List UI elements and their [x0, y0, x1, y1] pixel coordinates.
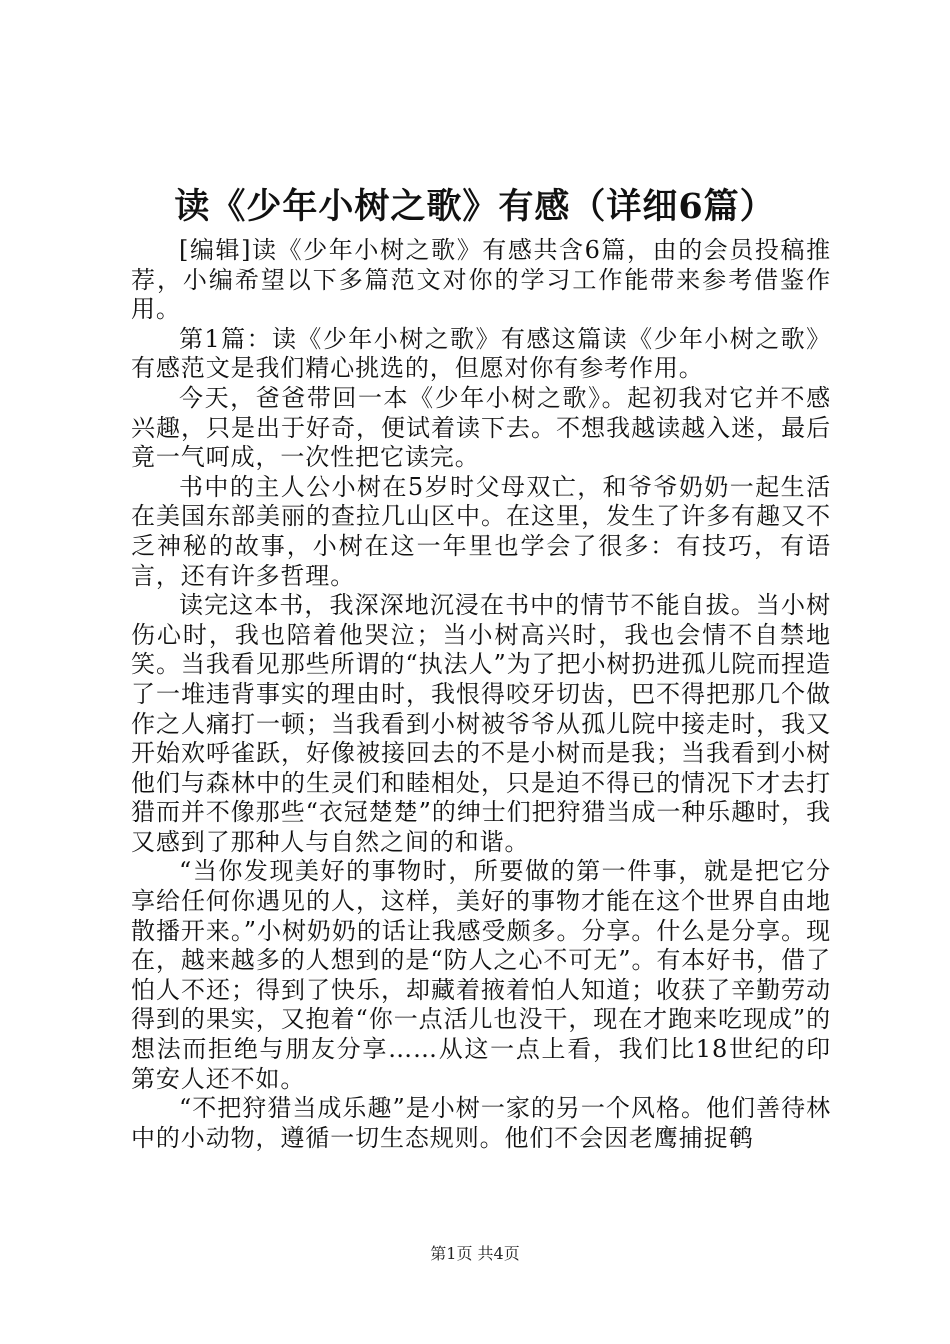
- paragraph-hunting: “不把狩猎当成乐趣”是小树一家的另一个风格。他们善待林中的小动物，遵循一切生态规则。他们不会因老鹰捕捉鹌: [131, 1094, 831, 1152]
- paragraph-chapter-heading: 第1篇：读《少年小树之歌》有感这篇读《少年小树之歌》有感范文是我们精心挑选的，但愿对你有参考作用。: [131, 324, 831, 383]
- paragraph-reading-feelings: 读完这本书，我深深地沉浸在书中的情节不能自拔。当小树伤心时，我也陪着他哭泣；当小树高兴时，我也会情不自禁地笑。当我看见那些所谓的“执法人”为了把小树扔进孤儿院而捏造了一堆违背事实的理由时，我恨得咬牙切齿，巴不得把那几个做作之人痛打一顿；当我看到小树被爷爷从孤儿院中接走时，我又开始欢呼雀跃，好像被接回去的不是小树而是我；当我看到小树他们与森林中的生灵们和睦相处，只是迫不得已的情况下才去打猎而并不像那些“衣冠楚楚”的绅士们把狩猎当成一种乐趣时，我又感到了那种人与自然之间的和谐。: [131, 591, 831, 856]
- document-title: 读《少年小树之歌》有感（详细6篇）: [174, 186, 776, 227]
- paragraph-protagonist: 书中的主人公小树在5岁时父母双亡，和爷爷奶奶一起生活在美国东部美丽的查拉几山区中。在这里，发生了许多有趣又不乏神秘的故事，小树在这一年里也学会了很多：有技巧，有语言，还有许多哲理。: [131, 472, 831, 590]
- paragraph-intro: [编辑]读《少年小树之歌》有感共含6篇，由的会员投稿推荐，小编希望以下多篇范文对你的学习工作能带来参考借鉴作用。: [131, 236, 831, 324]
- page-footer: 第1页 共4页: [430, 1244, 520, 1263]
- paragraph-sharing: “当你发现美好的事物时，所要做的第一件事，就是把它分享给任何你遇见的人，这样，美好的事物才能在这个世界自由地散播开来。”小树奶奶的话让我感受颇多。分享。什么是分享。现在，越来越多的人想到的是“防人之心不可无”。有本好书，借了怕人不还；得到了快乐，却藏着掖着怕人知道；收获了辛勤劳动得到的果实，又抱着“你一点活儿也没干，现在才跑来吃现成”的想法而拒绝与朋友分享……从这一点上看，我们比18世纪的印第安人还不如。: [131, 857, 831, 1093]
- paragraph-today: 今天，爸爸带回一本《少年小树之歌》。起初我对它并不感兴趣，只是出于好奇，便试着读下去。不想我越读越入迷，最后竟一气呵成，一次性把它读完。: [131, 383, 831, 472]
- document-body: [131, 236, 831, 1153]
